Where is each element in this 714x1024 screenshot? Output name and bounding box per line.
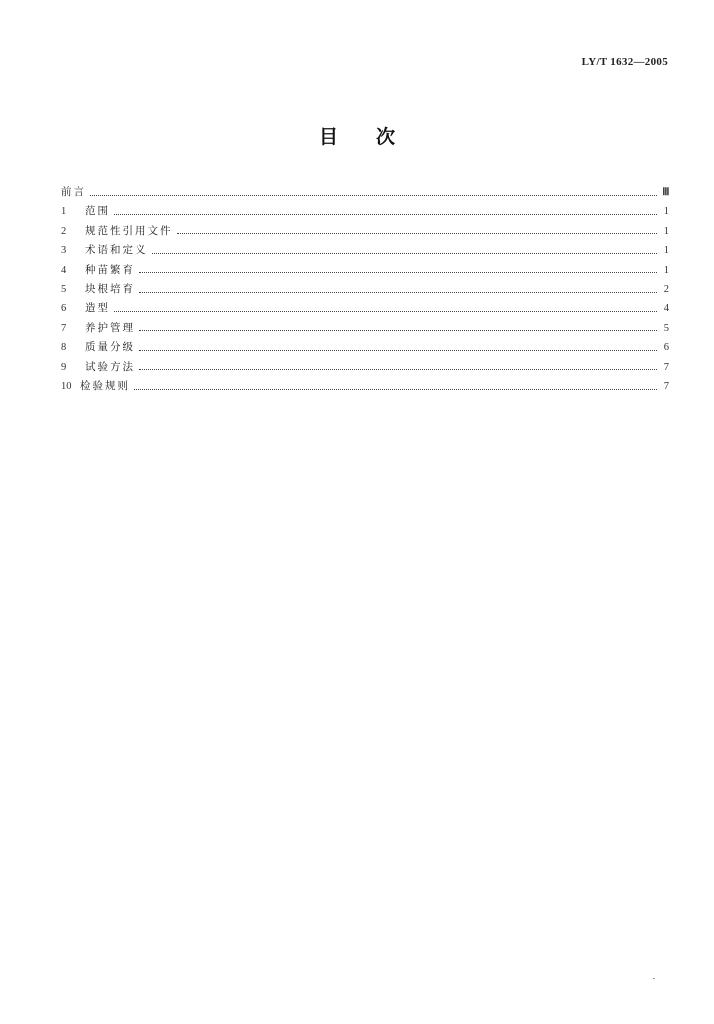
table-of-contents bbox=[61, 183, 669, 396]
toc-entry-number: 7 bbox=[61, 322, 67, 334]
toc-entry-page: 1 bbox=[663, 264, 669, 276]
toc-entry-number: 1 bbox=[61, 206, 67, 218]
toc-entry-number: 3 bbox=[61, 245, 67, 257]
toc-entry-10[interactable] bbox=[61, 377, 669, 396]
dot-leader bbox=[152, 252, 658, 254]
toc-entry-page: 6 bbox=[663, 342, 669, 354]
dot-leader bbox=[114, 310, 657, 312]
toc-entry-foreword[interactable] bbox=[61, 183, 669, 202]
dot-leader bbox=[90, 194, 657, 196]
toc-entry-8[interactable] bbox=[61, 338, 669, 357]
toc-entry-title: 规范性引用文件 bbox=[85, 224, 173, 237]
toc-entry-number: 6 bbox=[61, 303, 67, 315]
toc-entry-number: 10 bbox=[61, 380, 72, 392]
toc-entry-1[interactable] bbox=[61, 202, 669, 221]
toc-entry-page: Ⅲ bbox=[662, 187, 669, 198]
toc-entry-2[interactable] bbox=[61, 222, 669, 241]
toc-entry-page: 1 bbox=[663, 245, 669, 257]
toc-entry-6[interactable] bbox=[61, 299, 669, 318]
toc-entry-page: 7 bbox=[663, 361, 669, 373]
toc-entry-title: 试验方法 bbox=[85, 360, 135, 373]
toc-entry-4[interactable] bbox=[61, 261, 669, 280]
toc-entry-page: 5 bbox=[663, 322, 669, 334]
toc-entry-number: 2 bbox=[61, 225, 67, 237]
dot-leader bbox=[134, 388, 657, 390]
dot-leader bbox=[177, 232, 658, 234]
scan-speck bbox=[653, 978, 655, 979]
dot-leader bbox=[139, 349, 657, 351]
toc-entry-title: 术语和定义 bbox=[85, 244, 148, 257]
toc-entry-number: 5 bbox=[61, 283, 67, 295]
toc-entry-title: 种苗繁育 bbox=[85, 263, 135, 276]
dot-leader bbox=[114, 213, 657, 215]
toc-entry-9[interactable] bbox=[61, 358, 669, 377]
toc-entry-page: 4 bbox=[663, 303, 669, 315]
toc-entry-page: 7 bbox=[663, 380, 669, 392]
page-title bbox=[0, 122, 714, 149]
toc-entry-page: 2 bbox=[663, 283, 669, 295]
toc-entry-title: 质量分级 bbox=[85, 341, 135, 354]
dot-leader bbox=[139, 368, 657, 370]
toc-entry-number: 8 bbox=[61, 342, 67, 354]
toc-entry-title: 前言 bbox=[61, 186, 86, 198]
toc-entry-3[interactable] bbox=[61, 241, 669, 260]
dot-leader bbox=[139, 271, 657, 273]
toc-entry-number: 9 bbox=[61, 361, 67, 373]
toc-entry-page: 1 bbox=[663, 206, 669, 218]
title-second-char: 次 bbox=[376, 126, 396, 148]
toc-entry-page: 1 bbox=[663, 225, 669, 237]
toc-entry-title: 范围 bbox=[85, 205, 110, 218]
dot-leader bbox=[139, 329, 657, 331]
toc-entry-title: 养护管理 bbox=[85, 321, 135, 334]
title-first-char: 目 bbox=[318, 126, 338, 148]
toc-entry-title: 块根培育 bbox=[85, 282, 135, 295]
toc-entry-5[interactable] bbox=[61, 280, 669, 299]
toc-entry-title: 造型 bbox=[85, 302, 110, 315]
dot-leader bbox=[139, 291, 657, 293]
toc-entry-title: 检验规则 bbox=[80, 379, 130, 392]
standard-code: LY/T 1632—2005 bbox=[581, 56, 668, 68]
toc-entry-number: 4 bbox=[61, 264, 67, 276]
toc-entry-7[interactable] bbox=[61, 319, 669, 338]
